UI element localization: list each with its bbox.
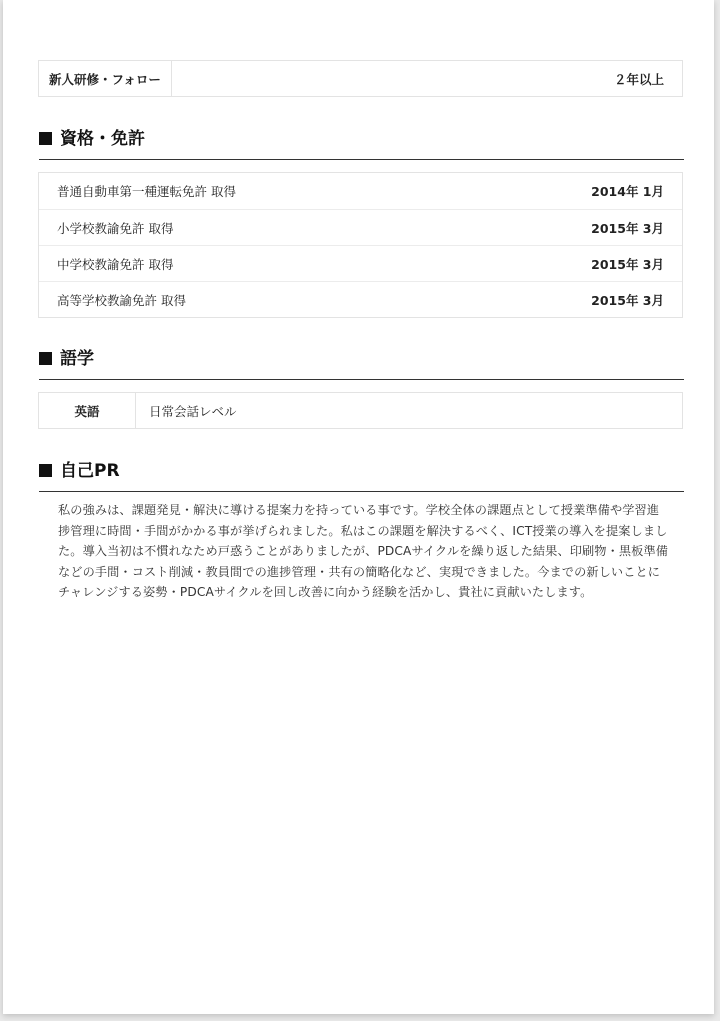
licenses-table xyxy=(38,172,683,318)
section-square-icon xyxy=(39,132,52,145)
license-date: 2015年 3月 xyxy=(591,256,664,272)
language-row xyxy=(39,393,682,428)
license-name: 高等学校教諭免許 取得 xyxy=(57,292,186,308)
license-date: 2014年 1月 xyxy=(591,184,664,199)
license-row xyxy=(39,281,682,317)
license-name: 小学校教諭免許 取得 xyxy=(57,220,174,236)
license-row xyxy=(39,245,682,281)
language-value: 日常会話レベル xyxy=(149,403,237,419)
section-square-icon xyxy=(39,464,52,477)
language-label: 英語 xyxy=(39,393,136,428)
training-label: 新人研修・フォロー xyxy=(39,61,172,96)
pr-section-title xyxy=(39,456,684,492)
training-value: ２年以上 xyxy=(613,71,664,87)
license-name: 普通自動車第一種運転免許 取得 xyxy=(57,184,236,199)
licenses-section-title xyxy=(39,124,684,160)
self-pr-text: 私の強みは、課題発見・解決に導ける提案力を持っている事です。学校全体の課題点として授業準備や学習進捗管理に時間・手間がかかる事が挙げられました。私はこの課題を解決するべく、ICT授業の導入を提案しました。導入当初は不慣れなため戸惑うことがありましたが、PDCAサイクルを繰り返した結果、印刷物・黒板準備などの手間・コスト削減・教員間での進捗管理・共有の簡略化など、実現できました。今までの新しいことにチャレンジする姿勢・PDCAサイクルを回し改善に向かう経験を活かし、貴社に貢献いたします。 xyxy=(58,503,669,599)
training-row xyxy=(39,61,682,96)
training-table xyxy=(38,60,683,97)
license-date: 2015年 3月 xyxy=(591,220,664,236)
license-date: 2015年 3月 xyxy=(591,292,664,308)
license-row xyxy=(39,173,682,209)
language-section-title xyxy=(39,344,684,380)
license-row xyxy=(39,209,682,245)
licenses-title-text: 資格・免許 xyxy=(60,129,145,149)
resume-page xyxy=(3,0,714,1014)
language-title-text: 語学 xyxy=(60,349,94,369)
language-table xyxy=(38,392,683,429)
section-square-icon xyxy=(39,352,52,365)
license-name: 中学校教諭免許 取得 xyxy=(57,256,174,272)
pr-title-text: 自己PR xyxy=(60,461,120,481)
